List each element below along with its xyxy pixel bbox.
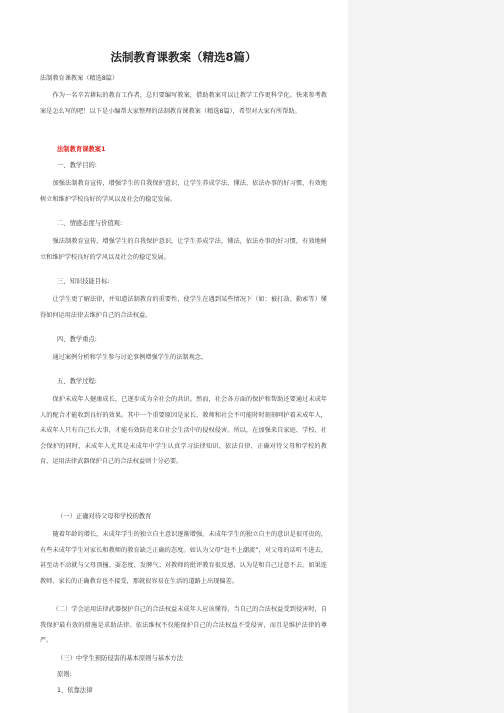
heading-rely-on-law: 1、依靠法律 bbox=[57, 687, 93, 694]
section-title: 法制教育课教案1 bbox=[57, 146, 106, 153]
paragraph-knowledge-skills: 让学生更了解法律，并知道法制教育的重要性，使学生在遇到某些情况下（如：被打劫、勒索等）懂得如何运用法律去维护自己的合法权益。 bbox=[40, 296, 327, 319]
heading-principles: 原则: bbox=[57, 671, 72, 678]
heading-teaching-goal: 一、教学目的: bbox=[57, 162, 97, 169]
side-panel bbox=[348, 0, 504, 713]
heading-knowledge-skills: 三、知识技能目标: bbox=[57, 278, 110, 285]
document-subtitle: 法制教育课教案（精选8篇） bbox=[40, 75, 119, 82]
paragraph-key-points: 通过案例分析和学生参与讨论事例增强学生的法制观念。 bbox=[52, 354, 208, 361]
paragraph-attitude-values: 强法制教育宣传，增强学生的自我保护意识，让学生养成学法，懂法，依法办事的好习惯，有效地树立和维护学校良好的学风以及社会的稳定发展。 bbox=[40, 238, 327, 261]
paragraph-teaching-goal: 加强法制教育宣传，增强学生的自我保护意识，让学生养成学法、懂法、依法办事的好习惯，有效地树立和维护学校良好的学风以及社会的稳定发展。 bbox=[40, 180, 327, 203]
paragraph-teaching-process: 保护未成年人健康成长，已逐步成为全社会的共识。然而，社会各方面的保护和帮助还要通过未成年人的配合才能收到良好的效果。其中一个重要原因是家长、教师和社会不可能时时刻刻呵护着未成年人，未成年人只有自己长大事，才能有效防范来自社会生活中的侵权侵害。所以，在加强来自家庭、学校、社会保护的同时，未成年人尤其是未成年中学生认真学习法律知识、依法自律、正确对待父母和学校的教育、运用法律武器保护自己的合法权益则十分必要。 bbox=[40, 396, 327, 465]
heading-parents-school: （一）正确对待父母和学校的教育 bbox=[57, 513, 152, 520]
heading-key-points: 四、教学重点: bbox=[57, 336, 97, 343]
paragraph-parents-school: 随着年龄的增长，未成年学生的独立自主意识逐渐增强。未成年学生的独立自主的意识是很可贵的，有些未成年学生对家长和教师的教育缺乏正确的态度。如认为父母“赶不上潮流”，对父母的话听不进去，甚至动不动就与父母顶撞、耍态度、发脾气；对教师的批评教育很反感，认为是和自己过意不去。如果连教师、家长的正确教育也不接受，那就很容易在生活的道路上出现偏差。 bbox=[40, 531, 327, 585]
heading-attitude-values: 二、情感态度与价值观: bbox=[57, 220, 123, 227]
paragraph-legal-protection: （二）学会运用法律武器保护自己的合法权益未成年人应该懂得，当自己的合法权益受到侵害时，自我保护最有效的措施是求助法律。依法维权不仅能保护自己的合法权益不受侵害，而且是维护法律的尊严。 bbox=[40, 606, 327, 644]
heading-prevention: （三）中学生预防侵害的基本原则与基本方法 bbox=[57, 655, 183, 662]
document-title: 法制教育课教案（精选8篇） bbox=[110, 50, 257, 64]
heading-teaching-process: 五、教学过程: bbox=[57, 378, 97, 385]
intro-paragraph: 作为一名辛苦耕耘的教育工作者，总归要编写教案，借助教案可以让教学工作更科学化。快来参考教案是怎么写的吧！以下是小编帮大家整理的法制教育课教案（精选8篇），希望对大家有所帮助。 bbox=[40, 92, 327, 115]
